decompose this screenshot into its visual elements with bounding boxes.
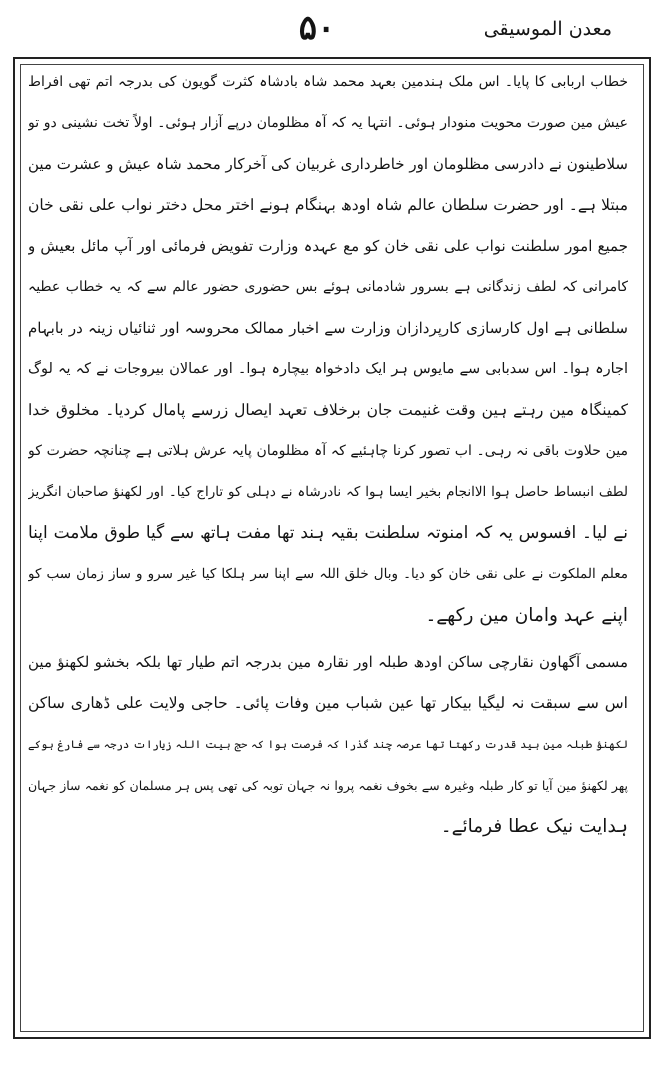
text-line: خطاب اربابی کا پایا۔ اس ملک ہندمین بعہد محمد شاہ بادشاہ کثرت گویون کی بدرجہ اتم تھی افراط bbox=[28, 74, 628, 90]
text-line: مین حلاوت باقی نہ رہی۔ اب تصور کرنا چاہئیے کہ آہ مظلومان پایہ عرش ہلاتی ہے چنانچہ حضرت کو bbox=[28, 443, 628, 459]
text-line: اپنے عہد وامان مین رکھے۔ bbox=[425, 605, 628, 626]
text-line: ہدایت نیک عطا فرمائے۔ bbox=[440, 816, 628, 837]
text-line: نے لیا۔ افسوس یہ کہ امنوتہ سلطنت بقیہ ہند تھا مفت ہاتھ سے گیا طوق ملامت اپنا bbox=[28, 523, 628, 543]
body-text bbox=[28, 62, 628, 847]
text-line: سلاطینون نے دادرسی مظلومان اور خاطرداری غربیان کی آخرکار محمد شاہ عیش و عشرت مین bbox=[28, 155, 628, 173]
text-line: جمیع امور سلطنت نواب علی نقی خان کو مع عہدہ وزارت تفویض فرمائی اور آپ مائل بعیش و bbox=[28, 237, 628, 255]
text-line: لکھنؤ طبلہ مین بید قدرت رکھتا تھا عرصہ چند گذرا کہ فرصت ہوا کہ حج بیت اللہ زیارات درجہ سے فارغ ہوکے bbox=[28, 738, 628, 751]
page-header bbox=[0, 0, 672, 52]
text-line: لطف انبساط حاصل ہوا الاانجام بخیر ایسا ہوا کہ نادرشاہ نے دہلی کو تاراج کیا۔ اور لکھنؤ صاحبان انگریز bbox=[28, 484, 628, 500]
text-line: پھر لکھنؤ مین آیا تو کار طبلہ وغیرہ سے بخوف نغمہ پروا نہ جہان توبہ کی تھی پس ہر مسلمان کو نغمہ ساز جہان bbox=[28, 778, 628, 793]
text-line: اجارہ ہوا۔ اس سدبابی سے مایوس ہر ایک دادخواہ بیچارہ ہوا۔ اور عمالان بیروجات نے کہ یہ لوگ bbox=[28, 361, 628, 377]
text-line: مبتلا ہے۔ اور حضرت سلطان عالم شاہ اودھ بہنگام ہونے اختر محل دختر نواب علی نقی خان bbox=[28, 196, 628, 214]
paragraph-1 bbox=[28, 62, 628, 636]
text-line: کمینگاہ مین رہتے ہین وقت غنیمت جان برخلاف تعہد ایصال زرسے پامال کردیا۔ مخلوق خدا bbox=[28, 401, 628, 419]
text-line: کامرانی کہ لطف زندگانی ہے بسرور شادمانی ہوئے بس حضوری حضور عالم سے کہ یہ خطاب عطیہ bbox=[28, 279, 628, 295]
text-line: سلطانی ہے اول کارسازی کارپردازان وزارت سے اخبار ممالک محروسہ اور ثنائیاں زینہ در بابہام bbox=[28, 319, 628, 337]
text-line: عیش مین صورت محویت منودار ہوئی۔ انتہا یہ کہ آہ مظلومان درپے آزار ہوئی۔ اولاً تخت نشینی دو تو bbox=[28, 115, 628, 131]
text-line: مسمی آگھاون نقارچی ساکن اودھ طبلہ اور نقارہ مین بدرجہ اتم طیار تھا بلکہ بخشو لکھنؤ مین bbox=[28, 653, 628, 671]
page-number: ۵۰ bbox=[298, 8, 336, 48]
text-line: اس سے سبقت نہ لیگیا بیکار تھا عین شباب مین وفات پائی۔ حاجی ولایت علی ڈھاری ساکن bbox=[28, 694, 628, 712]
paragraph-2 bbox=[28, 642, 628, 847]
running-title: معدن الموسیقی bbox=[483, 18, 612, 40]
text-line: معلم الملکوت نے علی نقی خان کو دیا۔ وبال خلق اللہ سے اپنا سر ہلکا کیا غیر سرو و ساز زمان سب کو bbox=[28, 566, 628, 582]
